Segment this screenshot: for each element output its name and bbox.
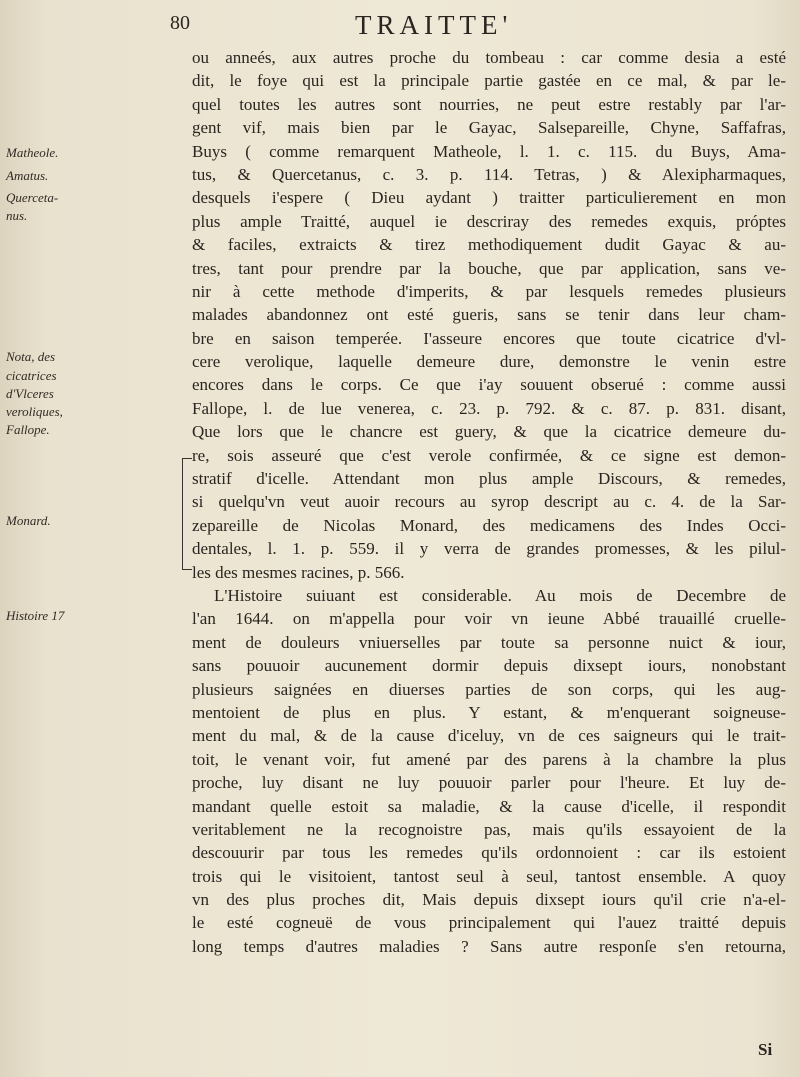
text-line: ment du mal, & de la cause d'iceluy, vn de ces saigneurs qui le trait- <box>192 726 786 746</box>
text-line: plusieurs saignées en diuerses parties de son corps, qui les aug- <box>192 679 786 699</box>
text-line: gent vif, mais bien par le Gayac, Salsepareille, Chyne, Saffafras, <box>192 118 786 138</box>
text-line: proche, luy disant ne luy pouuoir parler pour l'heure. Et luy de- <box>192 773 786 793</box>
text-line: quel toutes les autres sont nourries, ne peut estre restably par l'ar- <box>192 94 786 114</box>
text-line: mandant quelle estoit sa maladie, & la cause d'icelle, il respondit <box>192 796 786 816</box>
margin-note-nota-2: cicatrices <box>6 368 57 383</box>
text-line: toit, le venant voir, fut amené par des parens à la chambre la plus <box>192 749 786 769</box>
text-line: Que lors que le chancre est guery, & que la cicatrice demeure du- <box>192 422 786 442</box>
margin-note-fallope: Fallope. <box>6 422 50 437</box>
running-title: TRAITTE' <box>355 10 513 40</box>
margin-note-monard: Monard. <box>6 513 51 528</box>
text-line: tus, & Quercetanus, c. 3. p. 114. Tetras, ) & Alexipharmaques, <box>192 164 786 184</box>
text-line: ou anneés, aux autres proche du tombeau : car comme desia a esté <box>192 48 786 67</box>
text-line: malades abandonnez ont esté gueris, sans se tenir dans leur cham- <box>192 305 786 325</box>
margin-note-matheole: Matheole. <box>6 145 59 160</box>
text-line: tres, tant pour prendre par la bouche, que par application, sans ve- <box>192 258 786 278</box>
margin-note-histoire: Histoire 17 <box>6 608 65 623</box>
quotation-bracket <box>182 458 192 570</box>
margin-note-amatus: Amatus. <box>6 168 49 183</box>
text-line: mentoient de plus en plus. Y estant, & m'enquerant soigneuse- <box>192 702 786 722</box>
text-line: vn des plus proches dit, Mais depuis dixsept iours qu'il crie n'a-el- <box>192 890 786 910</box>
text-line: bre en saison temperée. I'asseure encores que toute cicatrice d'vl- <box>192 328 786 348</box>
text-line: L'Histoire suiuant est considerable. Au mois de Decembre de <box>214 585 786 605</box>
text-line: les des mesmes racines, p. 566. <box>192 562 405 582</box>
text-line: sans pouuoir aucunement dormir depuis dixsept iours, nonobstant <box>192 656 786 676</box>
text-line: si quelqu'vn veut auoir recours au syrop descript au c. 4. de la Sar- <box>192 492 786 512</box>
text-line: long temps d'autres maladies ? Sans autre responſe s'en retourna, <box>192 936 786 956</box>
text-line: encores dans le corps. Ce que i'ay souuent obserué : comme aussi <box>192 375 786 395</box>
margin-note-nota-3: d'Vlceres <box>6 386 54 401</box>
text-line: ment de douleurs vniuerselles par toute sa personne nuict & iour, <box>192 632 786 652</box>
text-line: veritablement ne la recognoistre pas, mais qu'ils essayoient de la <box>192 819 786 839</box>
text-line: zepareille de Nicolas Monard, des medicamens des Indes Occi- <box>192 515 786 535</box>
text-line: descouurir par tous les remedes qu'ils ordonnoient : car ils estoient <box>192 843 786 863</box>
catchword: Si <box>758 1040 773 1059</box>
text-line: re, sois asseuré que c'est verole confirmée, & ce signe est demon- <box>192 445 786 465</box>
text-line: cere verolique, laquelle demeure dure, demonstre le venin estre <box>192 352 786 372</box>
text-line: plus ample Traitté, auquel ie descriray des remedes exquis, próptes <box>192 211 786 231</box>
margin-note-quercetanus-1: Querceta- <box>6 190 59 205</box>
text-line: & faciles, extraicts & tirez methodiquement dudit Gayac & au- <box>192 235 786 255</box>
text-line: dit, le foye qui est la principale partie gastée en ce mal, & par le- <box>192 71 786 91</box>
page-number: 80 <box>170 12 190 34</box>
text-line: l'an 1644. on m'appella pour voir vn ieune Abbé trauaillé cruelle- <box>192 609 786 629</box>
text-line: Buys ( comme remarquent Matheole, l. 1. c. 115. du Buys, Ama- <box>192 141 786 161</box>
margin-note-nota-4: veroliques, <box>6 404 63 419</box>
text-line: stratif d'icelle. Attendant mon plus ample Discours, & remedes, <box>192 469 786 489</box>
text-line: Fallope, l. de lue venerea, c. 23. p. 792. & c. 87. p. 831. disant, <box>192 398 786 418</box>
text-line: le esté cogneuë de vous principalement qui l'auez traitté depuis <box>192 913 786 933</box>
margin-note-nota-1: Nota, des <box>6 349 56 364</box>
margin-note-quercetanus-2: nus. <box>6 208 28 223</box>
body-text <box>192 46 786 958</box>
text-line: trois qui le visitoient, tantost seul à seul, tantost ensemble. A quoy <box>192 866 786 886</box>
text-line: desquels i'espere ( Dieu aydant ) traitter particulierement en mon <box>192 188 786 208</box>
text-line: nir à cette methode d'imperits, & par lesquels remedes plusieurs <box>192 281 786 301</box>
text-line: dentales, l. 1. p. 559. il y verra de grandes promesses, & les pilul- <box>192 539 786 559</box>
